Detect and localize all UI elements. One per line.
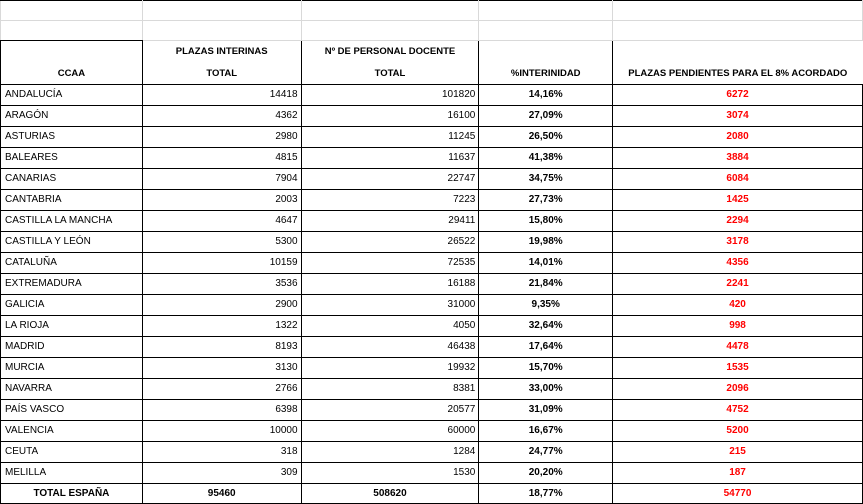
interinas-cell[interactable]: 14418 <box>142 85 301 106</box>
interinidad-cell[interactable]: 15,80% <box>479 211 613 232</box>
cell[interactable] <box>479 1 613 21</box>
ccaa-cell[interactable]: ANDALUCÍA <box>1 85 143 106</box>
pendientes-cell[interactable]: 1535 <box>613 358 863 379</box>
pendientes-cell[interactable]: 2096 <box>613 379 863 400</box>
docente-cell[interactable]: 1284 <box>301 442 479 463</box>
interinidad-cell[interactable]: 19,98% <box>479 232 613 253</box>
pendientes-cell[interactable]: 2080 <box>613 127 863 148</box>
interinidad-cell[interactable]: 34,75% <box>479 169 613 190</box>
ccaa-cell[interactable]: EXTREMADURA <box>1 274 143 295</box>
cell[interactable] <box>1 21 143 41</box>
interinas-cell[interactable]: 309 <box>142 463 301 484</box>
interinidad-cell[interactable]: 32,64% <box>479 316 613 337</box>
docente-cell[interactable]: 20577 <box>301 400 479 421</box>
ccaa-cell[interactable]: ASTURIAS <box>1 127 143 148</box>
interinidad-cell[interactable]: 20,20% <box>479 463 613 484</box>
pendientes-cell[interactable]: 187 <box>613 463 863 484</box>
header-plazas-interinas[interactable]: PLAZAS INTERINAS <box>142 41 301 64</box>
interinas-cell[interactable]: 2900 <box>142 295 301 316</box>
table-row <box>1 316 863 337</box>
cell[interactable] <box>479 21 613 41</box>
docente-cell[interactable]: 8381 <box>301 379 479 400</box>
pendientes-cell[interactable]: 215 <box>613 442 863 463</box>
table-row <box>1 295 863 316</box>
interinidad-cell[interactable]: 21,84% <box>479 274 613 295</box>
pendientes-cell[interactable]: 420 <box>613 295 863 316</box>
blank-row <box>1 1 863 21</box>
interinidad-cell[interactable]: 41,38% <box>479 148 613 169</box>
ccaa-cell[interactable]: VALENCIA <box>1 421 143 442</box>
table-row <box>1 337 863 358</box>
table-row <box>1 253 863 274</box>
interinas-cell[interactable]: 7904 <box>142 169 301 190</box>
interinidad-cell[interactable]: 17,64% <box>479 337 613 358</box>
docente-cell[interactable]: 46438 <box>301 337 479 358</box>
docente-cell[interactable]: 60000 <box>301 421 479 442</box>
interinidad-cell[interactable]: 9,35% <box>479 295 613 316</box>
interinidad-cell[interactable]: 31,09% <box>479 400 613 421</box>
pendientes-cell[interactable]: 1425 <box>613 190 863 211</box>
interinas-cell[interactable]: 6398 <box>142 400 301 421</box>
total-interinidad[interactable]: 18,77% <box>479 484 613 504</box>
table-row <box>1 211 863 232</box>
interinas-cell[interactable]: 1322 <box>142 316 301 337</box>
interinas-cell[interactable]: 4647 <box>142 211 301 232</box>
header-pendientes[interactable]: PLAZAS PENDIENTES PARA EL 8% ACORDADO <box>613 63 863 85</box>
interinidad-cell[interactable]: 14,16% <box>479 85 613 106</box>
header-cell-empty[interactable] <box>479 41 613 64</box>
interinas-cell[interactable]: 8193 <box>142 337 301 358</box>
total-pendientes[interactable]: 54770 <box>613 484 863 504</box>
table-row <box>1 232 863 253</box>
interinidad-cell[interactable]: 16,67% <box>479 421 613 442</box>
docente-cell[interactable]: 16100 <box>301 106 479 127</box>
table-row <box>1 127 863 148</box>
pendientes-cell[interactable]: 5200 <box>613 421 863 442</box>
pendientes-cell[interactable]: 6272 <box>613 85 863 106</box>
interinas-cell[interactable]: 10159 <box>142 253 301 274</box>
table-row <box>1 85 863 106</box>
cell[interactable] <box>301 1 479 21</box>
header-cell-empty[interactable] <box>1 41 143 64</box>
header-total-interinas[interactable]: TOTAL <box>142 63 301 85</box>
ccaa-cell[interactable]: BALEARES <box>1 148 143 169</box>
interinas-cell[interactable]: 2980 <box>142 127 301 148</box>
interinidad-cell[interactable]: 33,00% <box>479 379 613 400</box>
pendientes-cell[interactable]: 6084 <box>613 169 863 190</box>
docente-cell[interactable]: 11637 <box>301 148 479 169</box>
docente-cell[interactable]: 1530 <box>301 463 479 484</box>
pendientes-cell[interactable]: 3074 <box>613 106 863 127</box>
ccaa-cell[interactable]: MURCIA <box>1 358 143 379</box>
header-cell-empty[interactable] <box>613 41 863 64</box>
table-row <box>1 190 863 211</box>
pendientes-cell[interactable]: 4752 <box>613 400 863 421</box>
table-row <box>1 106 863 127</box>
cell[interactable] <box>613 1 863 21</box>
table-row <box>1 400 863 421</box>
pendientes-cell[interactable]: 998 <box>613 316 863 337</box>
docente-cell[interactable]: 7223 <box>301 190 479 211</box>
interinidad-cell[interactable]: 27,09% <box>479 106 613 127</box>
cell[interactable] <box>1 1 143 21</box>
interinas-cell[interactable]: 4362 <box>142 106 301 127</box>
interinas-cell[interactable]: 318 <box>142 442 301 463</box>
total-docente[interactable]: 508620 <box>301 484 479 504</box>
header-row-1 <box>1 41 863 64</box>
ccaa-cell[interactable]: MELILLA <box>1 463 143 484</box>
pendientes-cell[interactable]: 3178 <box>613 232 863 253</box>
cell[interactable] <box>142 1 301 21</box>
ccaa-cell[interactable]: LA RIOJA <box>1 316 143 337</box>
ccaa-cell[interactable]: CEUTA <box>1 442 143 463</box>
table-row <box>1 148 863 169</box>
table-row <box>1 463 863 484</box>
ccaa-cell[interactable]: PAÍS VASCO <box>1 400 143 421</box>
header-personal-docente[interactable]: Nº DE PERSONAL DOCENTE <box>301 41 479 64</box>
header-interinidad[interactable]: %INTERINIDAD <box>479 63 613 85</box>
table-row <box>1 274 863 295</box>
docente-cell[interactable]: 29411 <box>301 211 479 232</box>
table-row <box>1 358 863 379</box>
pendientes-cell[interactable]: 4356 <box>613 253 863 274</box>
ccaa-cell[interactable]: MADRID <box>1 337 143 358</box>
header-total-docente[interactable]: TOTAL <box>301 63 479 85</box>
interinidad-cell[interactable]: 14,01% <box>479 253 613 274</box>
interinas-cell[interactable]: 3130 <box>142 358 301 379</box>
cell[interactable] <box>301 21 479 41</box>
interinas-cell[interactable]: 5300 <box>142 232 301 253</box>
cell[interactable] <box>613 21 863 41</box>
total-row <box>1 484 863 504</box>
docente-cell[interactable]: 4050 <box>301 316 479 337</box>
header-ccaa[interactable]: CCAA <box>1 63 143 85</box>
docente-cell[interactable]: 26522 <box>301 232 479 253</box>
pendientes-cell[interactable]: 4478 <box>613 337 863 358</box>
pendientes-cell[interactable]: 3884 <box>613 148 863 169</box>
ccaa-cell[interactable]: CANTABRIA <box>1 190 143 211</box>
blank-row <box>1 21 863 41</box>
table-row <box>1 379 863 400</box>
pendientes-cell[interactable]: 2241 <box>613 274 863 295</box>
ccaa-cell[interactable]: CANARIAS <box>1 169 143 190</box>
table-row <box>1 169 863 190</box>
docente-cell[interactable]: 31000 <box>301 295 479 316</box>
interinidad-cell[interactable]: 15,70% <box>479 358 613 379</box>
table-row <box>1 421 863 442</box>
interinidad-cell[interactable]: 24,77% <box>479 442 613 463</box>
ccaa-cell[interactable]: CASTILLA Y LEÓN <box>1 232 143 253</box>
table-row <box>1 442 863 463</box>
interinidad-cell[interactable]: 27,73% <box>479 190 613 211</box>
interinidad-cell[interactable]: 26,50% <box>479 127 613 148</box>
interinas-cell[interactable]: 3536 <box>142 274 301 295</box>
pendientes-cell[interactable]: 2294 <box>613 211 863 232</box>
total-interinas[interactable]: 95460 <box>142 484 301 504</box>
ccaa-cell[interactable]: GALICIA <box>1 295 143 316</box>
cell[interactable] <box>142 21 301 41</box>
docente-cell[interactable]: 11245 <box>301 127 479 148</box>
interinas-cell[interactable]: 4815 <box>142 148 301 169</box>
ccaa-cell[interactable]: CASTILLA LA MANCHA <box>1 211 143 232</box>
ccaa-cell[interactable]: ARAGÓN <box>1 106 143 127</box>
docente-cell[interactable]: 16188 <box>301 274 479 295</box>
docente-cell[interactable]: 22747 <box>301 169 479 190</box>
interinas-cell[interactable]: 2766 <box>142 379 301 400</box>
interinas-cell[interactable]: 10000 <box>142 421 301 442</box>
ccaa-cell[interactable]: CATALUÑA <box>1 253 143 274</box>
interinas-cell[interactable]: 2003 <box>142 190 301 211</box>
ccaa-cell[interactable]: NAVARRA <box>1 379 143 400</box>
total-label[interactable]: TOTAL ESPAÑA <box>1 484 143 504</box>
docente-cell[interactable]: 72535 <box>301 253 479 274</box>
docente-cell[interactable]: 101820 <box>301 85 479 106</box>
docente-cell[interactable]: 19932 <box>301 358 479 379</box>
header-row-2 <box>1 63 863 85</box>
